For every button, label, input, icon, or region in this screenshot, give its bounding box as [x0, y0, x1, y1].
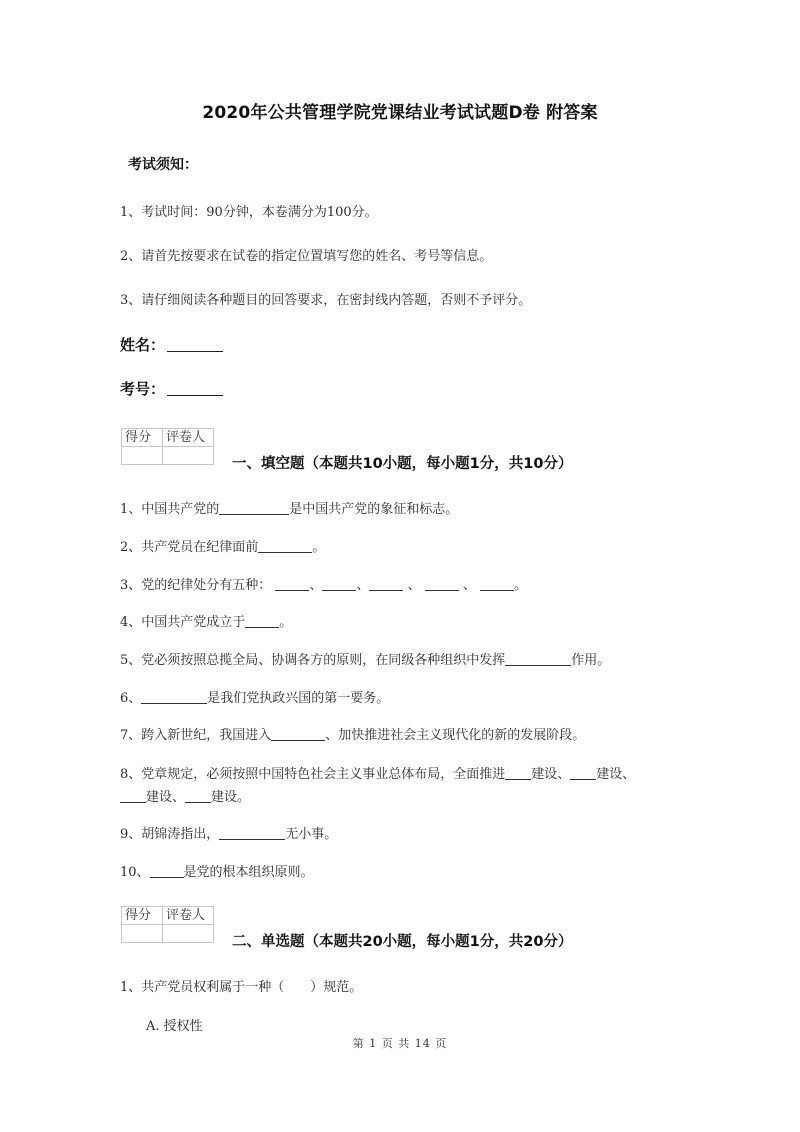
question-text: 5、党必须按照总揽全局、协调各方的原则，在同级各种组织中发挥 — [120, 653, 506, 668]
separator: 、 — [458, 578, 476, 593]
exam-number-label: 考号： — [120, 380, 166, 398]
notice-item-3: 3、请仔细阅读各种题目的回答要求，在密封线内答题，否则不予评分。 — [120, 293, 532, 308]
name-field[interactable] — [120, 334, 223, 355]
score-header: 得分 — [122, 907, 163, 925]
choice-option-a[interactable]: A. 授权性 — [146, 1019, 203, 1034]
name-label: 姓名： — [120, 336, 166, 354]
notice-item-2: 2、请首先按要求在试卷的指定位置填写您的姓名、考号等信息。 — [120, 249, 493, 264]
answer-blank[interactable] — [275, 578, 309, 591]
page-footer: 第 1 页 共 14 页 — [352, 1037, 448, 1050]
name-blank[interactable] — [167, 337, 223, 352]
question-text: 6、 — [120, 691, 142, 706]
fill-question-6 — [120, 687, 389, 706]
fill-question-8-continued — [120, 786, 250, 805]
grader-cell[interactable] — [163, 447, 214, 465]
fill-question-4 — [120, 611, 292, 630]
answer-blank[interactable] — [425, 578, 459, 591]
exam-number-field[interactable] — [120, 378, 223, 399]
answer-blank[interactable] — [219, 827, 285, 840]
question-text: 作用。 — [571, 653, 611, 668]
score-cell[interactable] — [122, 447, 163, 465]
answer-blank[interactable] — [185, 790, 211, 803]
question-text: 2、共产党员在纪律面前 — [120, 540, 259, 555]
question-text: 。 — [312, 540, 326, 555]
score-table-section1 — [121, 428, 214, 465]
answer-blank[interactable] — [505, 653, 571, 666]
answer-blank[interactable] — [505, 767, 531, 780]
question-text: 建设、 — [146, 790, 186, 805]
fill-question-1 — [120, 498, 458, 517]
score-cell[interactable] — [122, 925, 163, 943]
question-text: 8、党章规定，必须按照中国特色社会主义事业总体布局，全面推进 — [120, 767, 506, 782]
fill-question-3 — [120, 574, 527, 593]
notice-item-1: 1、考试时间：90分钟，本卷满分为100分。 — [120, 205, 378, 220]
question-text: 无小事。 — [285, 827, 338, 842]
question-text: 3、党的纪律处分有五种： — [120, 578, 272, 593]
fill-question-8 — [120, 763, 635, 782]
answer-blank[interactable] — [120, 790, 146, 803]
fill-question-7 — [120, 724, 585, 743]
section2-title: 二、单选题（本题共20小题，每小题1分，共20分） — [232, 934, 573, 950]
answer-blank[interactable] — [150, 865, 184, 878]
exam-number-blank[interactable] — [167, 381, 223, 396]
notice-heading: 考试须知： — [128, 157, 198, 173]
answer-blank[interactable] — [480, 578, 514, 591]
choice-question-1: 1、共产党员权利属于一种（ ）规范。 — [120, 980, 363, 995]
question-text: 10、 — [120, 865, 150, 880]
grader-header: 评卷人 — [163, 429, 214, 447]
question-text: 是我们党执政兴国的第一要务。 — [207, 691, 390, 706]
question-text: 是党的根本组织原则。 — [183, 865, 314, 880]
document-title: 2020年公共管理学院党课结业考试试题D卷 附答案 — [202, 103, 598, 123]
fill-question-5 — [120, 649, 610, 668]
answer-blank[interactable] — [258, 540, 312, 553]
answer-blank[interactable] — [271, 728, 325, 741]
question-text: 7、跨入新世纪，我国进入 — [120, 728, 272, 743]
answer-blank[interactable] — [369, 578, 403, 591]
question-text: 建设。 — [211, 790, 251, 805]
grader-cell[interactable] — [163, 925, 214, 943]
question-text: 、加快推进社会主义现代化的新的发展阶段。 — [325, 728, 586, 743]
separator: 、 — [309, 578, 323, 593]
fill-question-9 — [120, 823, 337, 842]
answer-blank[interactable] — [219, 502, 289, 515]
question-text: 建设、 — [596, 767, 636, 782]
fill-question-2 — [120, 536, 325, 555]
question-text: 是中国共产党的象征和标志。 — [289, 502, 459, 517]
question-text: 。 — [279, 615, 293, 630]
answer-blank[interactable] — [570, 767, 596, 780]
fill-question-10 — [120, 861, 314, 880]
separator: 、 — [356, 578, 370, 593]
question-text: 。 — [514, 578, 528, 593]
score-header: 得分 — [122, 429, 163, 447]
separator: 、 — [403, 578, 421, 593]
answer-blank[interactable] — [245, 615, 279, 628]
score-table-section2 — [121, 906, 214, 943]
section1-title: 一、填空题（本题共10小题，每小题1分，共10分） — [232, 456, 573, 472]
answer-blank[interactable] — [141, 691, 207, 704]
answer-blank[interactable] — [322, 578, 356, 591]
question-text: 1、中国共产党的 — [120, 502, 220, 517]
question-text: 9、胡锦涛指出， — [120, 827, 220, 842]
grader-header: 评卷人 — [163, 907, 214, 925]
question-text: 建设、 — [531, 767, 571, 782]
question-text: 4、中国共产党成立于 — [120, 615, 246, 630]
